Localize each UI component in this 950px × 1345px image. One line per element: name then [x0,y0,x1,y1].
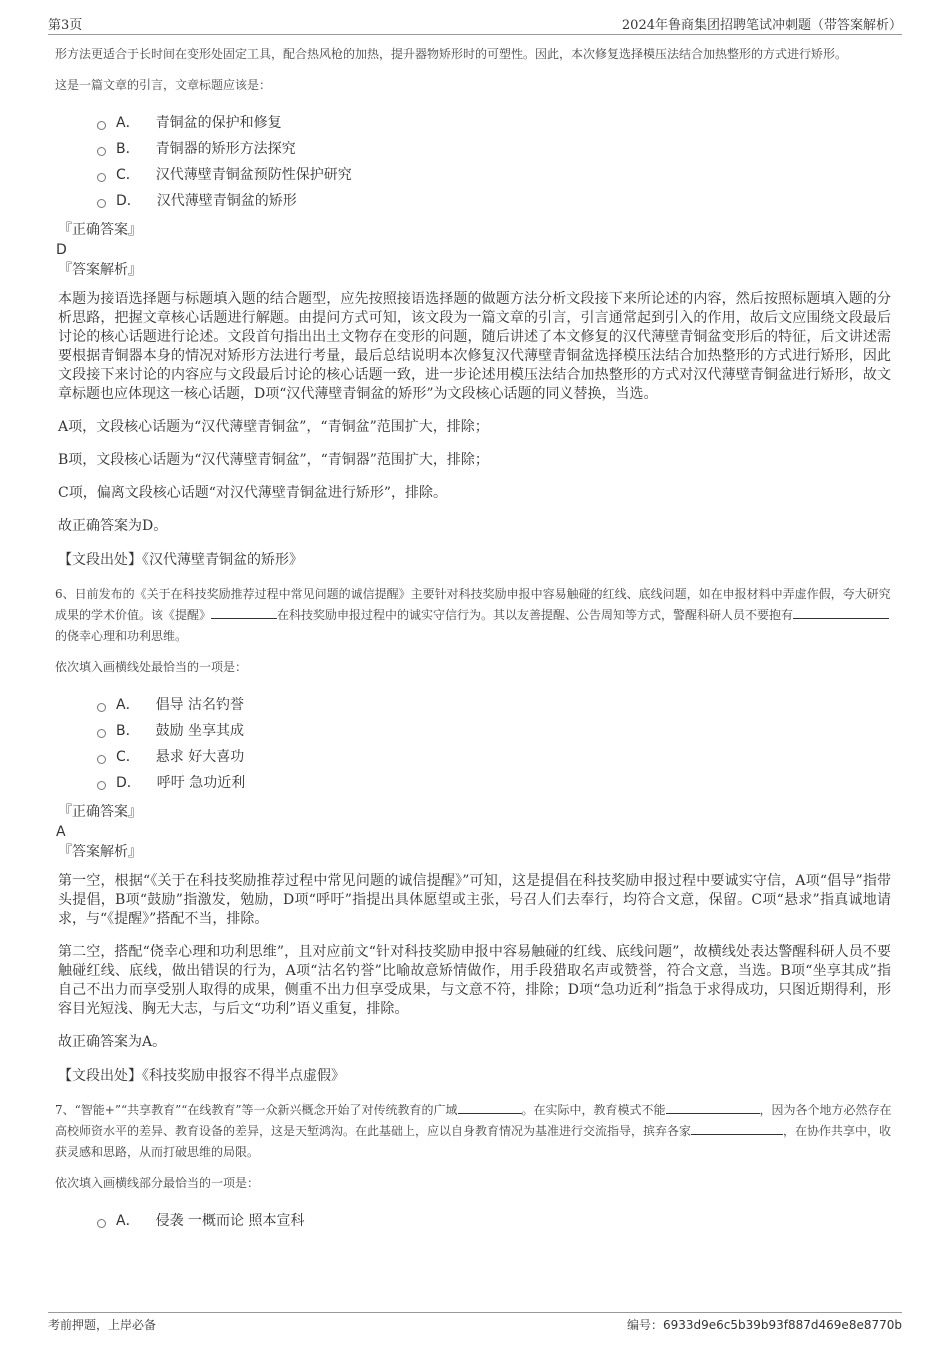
radio-icon[interactable] [97,781,106,790]
q6-option-b[interactable]: B． 鼓励 坐享其成 [97,718,895,744]
blank-line [458,1101,522,1114]
q6-answer-label: 『正确答案』 [58,804,142,820]
q5-analysis-label: 『答案解析』 [58,262,142,278]
radio-icon[interactable] [97,755,106,764]
q5-option-d[interactable]: D． 汉代薄壁青铜盆的矫形 [97,188,895,214]
q5-answer-label: 『正确答案』 [58,222,142,238]
radio-icon[interactable] [97,1219,106,1228]
q5-prompt: 这是一篇文章的引言，文章标题应该是： [55,78,272,92]
q5-conclusion: 故正确答案为D。 [58,518,168,534]
q5-analysis-a: A项，文段核心话题为“汉代薄壁青铜盆”，“青铜盆”范围扩大，排除； [58,419,489,435]
page-content [55,44,895,1240]
q6-prompt: 依次填入画横线处最恰当的一项是： [55,660,248,674]
q6-stem: 6、日前发布的《关于在科技奖励推荐过程中常见问题的诚信提醒》主要针对科技奖励申报中容易触碰的红线、底线问题，如在申报材料中弄虚作假，夸大研究成果的学术价值。该《提醒》 在科技奖励申报过程中的诚实守信行为。其以友善提醒、公告周知等方式，警醒科研人员不要抱有的侥幸心理和功利思维。 [55,587,891,643]
radio-icon[interactable] [97,729,106,738]
radio-icon[interactable] [97,199,106,208]
page-header [48,12,902,35]
blank-line [211,606,277,619]
page-number: 第3页 [48,18,83,33]
q6-option-d[interactable]: D． 呼吁 急功近利 [97,770,895,796]
q7-option-a[interactable]: A． 侵袭 一概而论 照本宣科 [97,1208,895,1234]
blank-line [666,1101,760,1114]
q7-prompt: 依次填入画横线部分最恰当的一项是： [55,1176,260,1190]
q5-option-c[interactable]: C． 汉代薄壁青铜盆预防性保护研究 [97,162,895,188]
radio-icon[interactable] [97,173,106,182]
q7-stem: 7、“智能+”“共享教育”“在线教育”等一众新兴概念开始了对传统教育的广域 。在实际中，教育模式不能 ，因为各个地方必然存在高校师资水平的差异、教育设备的差异，这是天堑鸿沟。在此基础上，应以自身教育情况为基准进行交流指导，摈弃各家 ，在协作共享中，收获灵感和思路，从而打破思维的局限。 [55,1103,892,1159]
blank-line [793,606,889,619]
blank-line [691,1122,783,1135]
q5-answer: D [56,242,67,258]
q6-options [97,692,895,796]
q6-source: 【文段出处】《科技奖励申报容不得半点虚假》 [58,1068,345,1084]
q6-analysis-blank2: 第二空，搭配“侥幸心理和功利思维”，且对应前文“针对科技奖励申报中容易触碰的红线、底线问题”，故横线处表达警醒科研人员不要触碰红线、底线，做出错误的行为，A项“沽名钓誉”比喻故意矫情做作，用手段猎取名声或赞誉，符合文意，当选。B项“坐享其成”指自己不出力而享受别人取得的成果，侧重不出力但享受成果，与文意不符，排除；D项“急功近利”指急于求得成功，只图近期得利，形容目光短浅、胸无大志，与后文“功利”语义重复，排除。 [58,944,891,1017]
q5-passage-tail: 形方法更适合于长时间在变形处固定工具，配合热风枪的加热，提升器物矫形时的可塑性。因此，本次修复选择模压法结合加热整形的方式进行矫形。 [55,47,848,61]
q6-analysis-blank1: 第一空，根据“《关于在科技奖励推荐过程中常见问题的诚信提醒》”可知，这是提倡在科技奖励申报过程中要诚实守信，A项“倡导”指带头提倡，B项“鼓励”指激发，勉励，D项“呼吁”指提出具体愿望或主张，号召人们去奉行，均符合文意，保留。C项“悬求”指真诚地请求，与“《提醒》”搭配不当，排除。 [58,873,891,927]
q5-source: 【文段出处】《汉代薄壁青铜盆的矫形》 [58,552,303,568]
page-footer [48,1312,902,1332]
q6-option-a[interactable]: A． 倡导 沽名钓誉 [97,692,895,718]
radio-icon[interactable] [97,147,106,156]
radio-icon[interactable] [97,121,106,130]
q6-option-c[interactable]: C． 悬求 好大喜功 [97,744,895,770]
q5-options [97,110,895,214]
q6-conclusion: 故正确答案为A。 [58,1034,167,1050]
q5-analysis-b: B项，文段核心话题为“汉代薄壁青铜盆”，“青铜器”范围扩大，排除； [58,452,489,468]
q5-analysis-main: 本题为接语选择题与标题填入题的结合题型，应先按照接语选择题的做题方法分析文段接下来所论述的内容，然后按照标题填入题的分析思路，把握文章核心话题进行解题。由提问方式可知，该文段为一篇文章的引言，引言通常起到引入的作用，故后文应围绕文段最后讨论的核心话题进行论述。文段首句指出出土文物存在变形的问题，随后讲述了本文修复的汉代薄壁青铜盆变形后的特征，后文讲述需要根据青铜器本身的情况对矫形方法进行考量，最后总结说明本次修复汉代薄壁青铜盆选择模压法结合加热整形的方式进行矫形，因此文段接下来讨论的内容应与文段最后讨论的核心话题一致，进一步论述用模压法结合加热整形的方式对汉代薄壁青铜盆进行矫形，故文章标题也应体现这一核心话题，D项“汉代薄壁青铜盆的矫形”为文段核心话题的同义替换，当选。 [58,291,891,402]
q7-options [97,1208,895,1234]
document-title: 2024年鲁商集团招聘笔试冲刺题（带答案解析） [621,18,902,33]
q5-option-a[interactable]: A． 青铜盆的保护和修复 [97,110,895,136]
q6-analysis-label: 『答案解析』 [58,844,142,860]
q5-analysis-c: C项，偏离文段核心话题“对汉代薄壁青铜盆进行矫形”，排除。 [58,485,448,501]
q5-option-b[interactable]: B． 青铜器的矫形方法探究 [97,136,895,162]
footer-slogan: 考前押题，上岸必备 [48,1318,157,1332]
radio-icon[interactable] [97,703,106,712]
q6-answer: A [56,824,66,840]
document-code: 编号：6933d9e6c5b39b93f887d469e8e8770b [626,1318,902,1332]
